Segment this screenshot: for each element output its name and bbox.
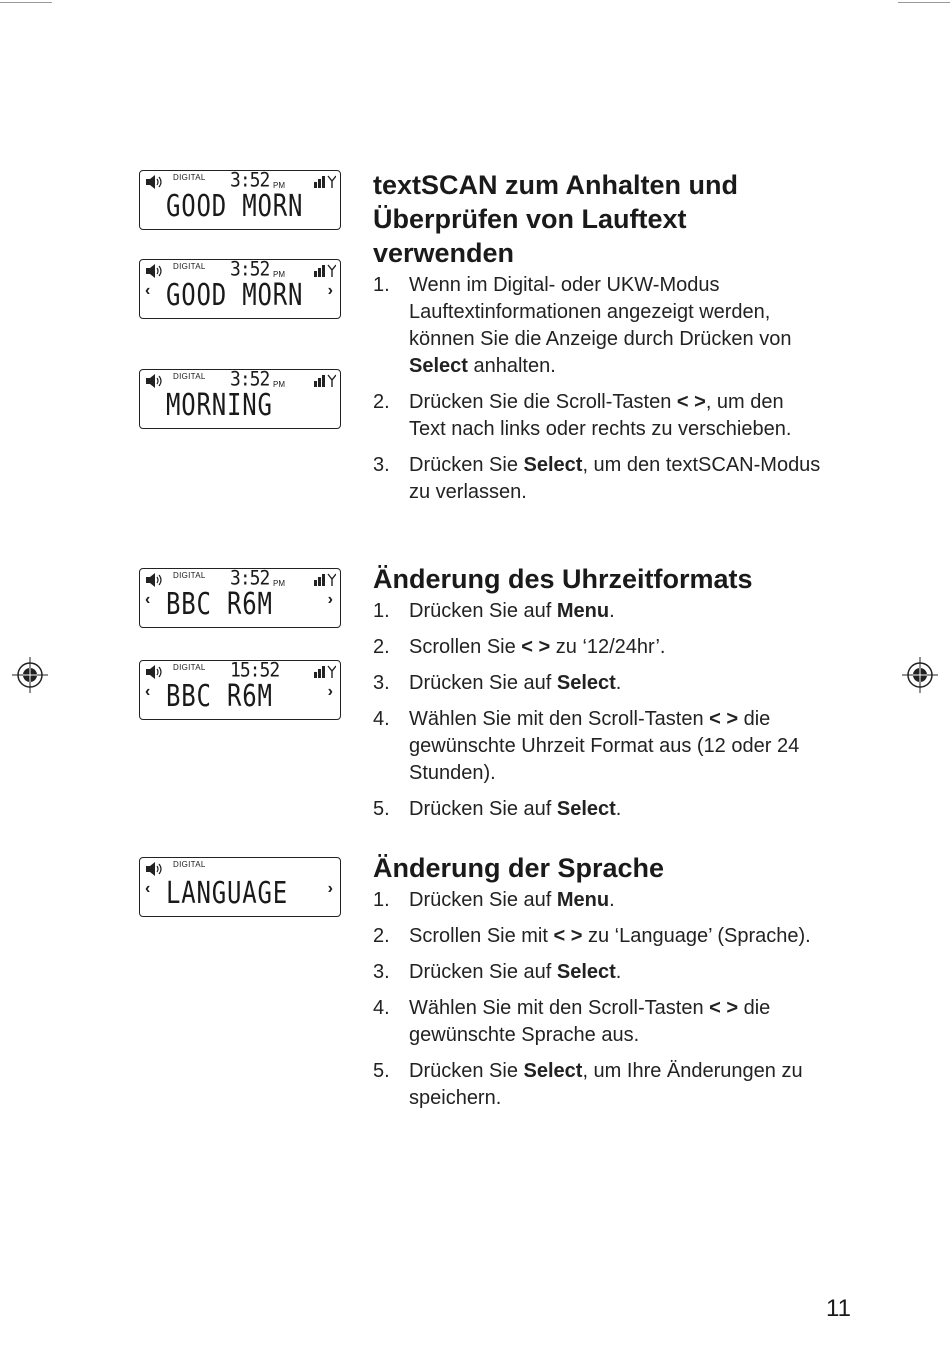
step-text: zu ‘12/24hr’. xyxy=(550,636,666,658)
steps-textscan xyxy=(373,272,823,506)
step-text: Scrollen Sie mit xyxy=(409,925,554,947)
step-number: 2. xyxy=(373,636,390,658)
step-item xyxy=(373,887,823,914)
step-text: , um den textSCAN-Modus zu verlassen. xyxy=(409,454,821,503)
step-keyword: < > xyxy=(521,636,551,658)
step-text: die gewünschte Sprache aus. xyxy=(409,997,771,1046)
step-text: . xyxy=(615,961,622,983)
step-number: 3. xyxy=(373,454,390,476)
step-item xyxy=(373,272,823,380)
step-text: . xyxy=(615,798,622,820)
step-keyword: < > xyxy=(676,391,706,413)
section-title-timeformat: Änderung des Uhrzeitformats xyxy=(373,564,753,594)
step-item xyxy=(373,452,823,506)
steps-language xyxy=(373,887,823,1112)
step-text: Drücken Sie die Scroll-Tasten xyxy=(409,391,677,413)
crop-mark-right xyxy=(898,2,950,3)
step-keyword: < > xyxy=(553,925,583,947)
step-item xyxy=(373,923,823,950)
lcd-text: MORNING xyxy=(166,388,273,423)
step-text: . xyxy=(609,600,615,622)
step-text: , um Ihre Änderungen zu speichern. xyxy=(409,1060,803,1109)
scroll-right-icon: › xyxy=(327,282,333,299)
speaker-icon xyxy=(145,175,163,189)
step-keyword: Select xyxy=(523,454,583,476)
step-item xyxy=(373,706,823,787)
section-language xyxy=(373,851,823,1121)
scroll-right-icon: › xyxy=(327,880,333,897)
section-textscan xyxy=(373,168,823,515)
signal-strength-icon xyxy=(314,374,336,387)
scroll-left-icon: ‹ xyxy=(145,880,151,897)
step-number: 2. xyxy=(373,925,390,947)
digital-label: DIGITAL xyxy=(173,860,206,869)
step-number: 1. xyxy=(373,274,390,296)
step-text: zu ‘Language’ (Sprache). xyxy=(582,925,811,947)
steps-timeformat xyxy=(373,598,823,823)
step-keyword: < > xyxy=(709,708,739,730)
step-item xyxy=(373,995,823,1049)
scroll-left-icon: ‹ xyxy=(145,282,151,299)
section-timeformat xyxy=(373,562,823,832)
pm-label: PM xyxy=(273,380,285,389)
signal-strength-icon xyxy=(314,175,336,188)
registration-mark-right-icon xyxy=(902,657,938,693)
step-text: Drücken Sie auf xyxy=(409,600,557,622)
scroll-right-icon: › xyxy=(327,591,333,608)
lcd-screen xyxy=(139,170,341,230)
pm-label: PM xyxy=(273,579,285,588)
step-item xyxy=(373,959,823,986)
step-item xyxy=(373,796,823,823)
lcd-time: 3:52 xyxy=(230,566,270,591)
step-item xyxy=(373,598,823,625)
step-text: Drücken Sie auf xyxy=(409,889,557,911)
step-number: 4. xyxy=(373,997,390,1019)
lcd-screen xyxy=(139,369,341,429)
step-keyword: Select xyxy=(523,1060,583,1082)
pm-label: PM xyxy=(273,270,285,279)
step-text: . xyxy=(609,889,615,911)
lcd-text: BBC R6M xyxy=(166,679,273,714)
step-number: 2. xyxy=(373,391,390,413)
step-item xyxy=(373,1058,823,1112)
lcd-time: 3:52 xyxy=(230,257,270,282)
lcd-screen xyxy=(139,857,341,917)
speaker-icon xyxy=(145,665,163,679)
step-text: anhalten. xyxy=(467,355,556,377)
step-text: . xyxy=(615,672,622,694)
scroll-left-icon: ‹ xyxy=(145,591,151,608)
step-text: die gewünschte Uhrzeit Format aus (12 oder 24 Stunden). xyxy=(409,708,800,784)
step-keyword: Select xyxy=(409,355,468,377)
step-keyword: Select xyxy=(556,798,616,820)
step-text: Drücken Sie auf xyxy=(409,798,557,820)
signal-strength-icon xyxy=(314,573,336,586)
step-text: Scrollen Sie xyxy=(409,636,522,658)
speaker-icon xyxy=(145,374,163,388)
section-title-textscan: textSCAN zum Anhalten und Überprüfen von Lauftext verwenden xyxy=(373,170,739,268)
digital-label: DIGITAL xyxy=(173,173,206,182)
speaker-icon xyxy=(145,264,163,278)
step-text: Drücken Sie xyxy=(409,1060,524,1082)
lcd-text: LANGUAGE xyxy=(166,876,288,911)
pm-label: PM xyxy=(273,181,285,190)
page-number: 11 xyxy=(826,1295,851,1322)
digital-label: DIGITAL xyxy=(173,663,206,672)
signal-strength-icon xyxy=(314,665,336,678)
signal-strength-icon xyxy=(314,264,336,277)
step-keyword: Menu xyxy=(556,600,610,622)
step-text: , um den Text nach links oder rechts zu verschieben. xyxy=(409,391,792,440)
step-number: 3. xyxy=(373,672,390,694)
step-item xyxy=(373,670,823,697)
step-number: 1. xyxy=(373,889,390,911)
step-text: Drücken Sie auf xyxy=(409,961,557,983)
lcd-screen xyxy=(139,568,341,628)
step-text: Drücken Sie xyxy=(409,454,524,476)
digital-label: DIGITAL xyxy=(173,262,206,271)
lcd-text: GOOD MORN xyxy=(166,189,304,224)
lcd-text: BBC R6M xyxy=(166,587,273,622)
scroll-right-icon: › xyxy=(327,683,333,700)
lcd-time: 15:52 xyxy=(230,658,280,683)
step-number: 1. xyxy=(373,600,390,622)
lcd-time: 3:52 xyxy=(230,168,270,193)
lcd-text: GOOD MORN xyxy=(166,278,304,313)
step-text: Drücken Sie auf xyxy=(409,672,557,694)
step-number: 5. xyxy=(373,1060,390,1082)
step-keyword: Menu xyxy=(556,889,610,911)
lcd-screen xyxy=(139,259,341,319)
step-text: Wählen Sie mit den Scroll-Tasten xyxy=(409,708,710,730)
speaker-icon xyxy=(145,862,163,876)
step-item xyxy=(373,634,823,661)
scroll-left-icon: ‹ xyxy=(145,683,151,700)
section-title-language: Änderung der Sprache xyxy=(373,853,665,883)
step-number: 3. xyxy=(373,961,390,983)
digital-label: DIGITAL xyxy=(173,571,206,580)
speaker-icon xyxy=(145,573,163,587)
step-keyword: Select xyxy=(556,961,616,983)
registration-mark-left-icon xyxy=(12,657,48,693)
step-number: 4. xyxy=(373,708,390,730)
step-text: Wählen Sie mit den Scroll-Tasten xyxy=(409,997,710,1019)
step-number: 5. xyxy=(373,798,390,820)
crop-mark-left xyxy=(0,2,52,3)
lcd-time: 3:52 xyxy=(230,367,270,392)
step-keyword: Select xyxy=(556,672,616,694)
step-keyword: < > xyxy=(709,997,739,1019)
step-item xyxy=(373,389,823,443)
step-text: Wenn im Digital- oder UKW-Modus Lauftextinformationen angezeigt werden, können Sie die Anzeige durch Drücken von xyxy=(409,274,792,350)
lcd-screen xyxy=(139,660,341,720)
digital-label: DIGITAL xyxy=(173,372,206,381)
